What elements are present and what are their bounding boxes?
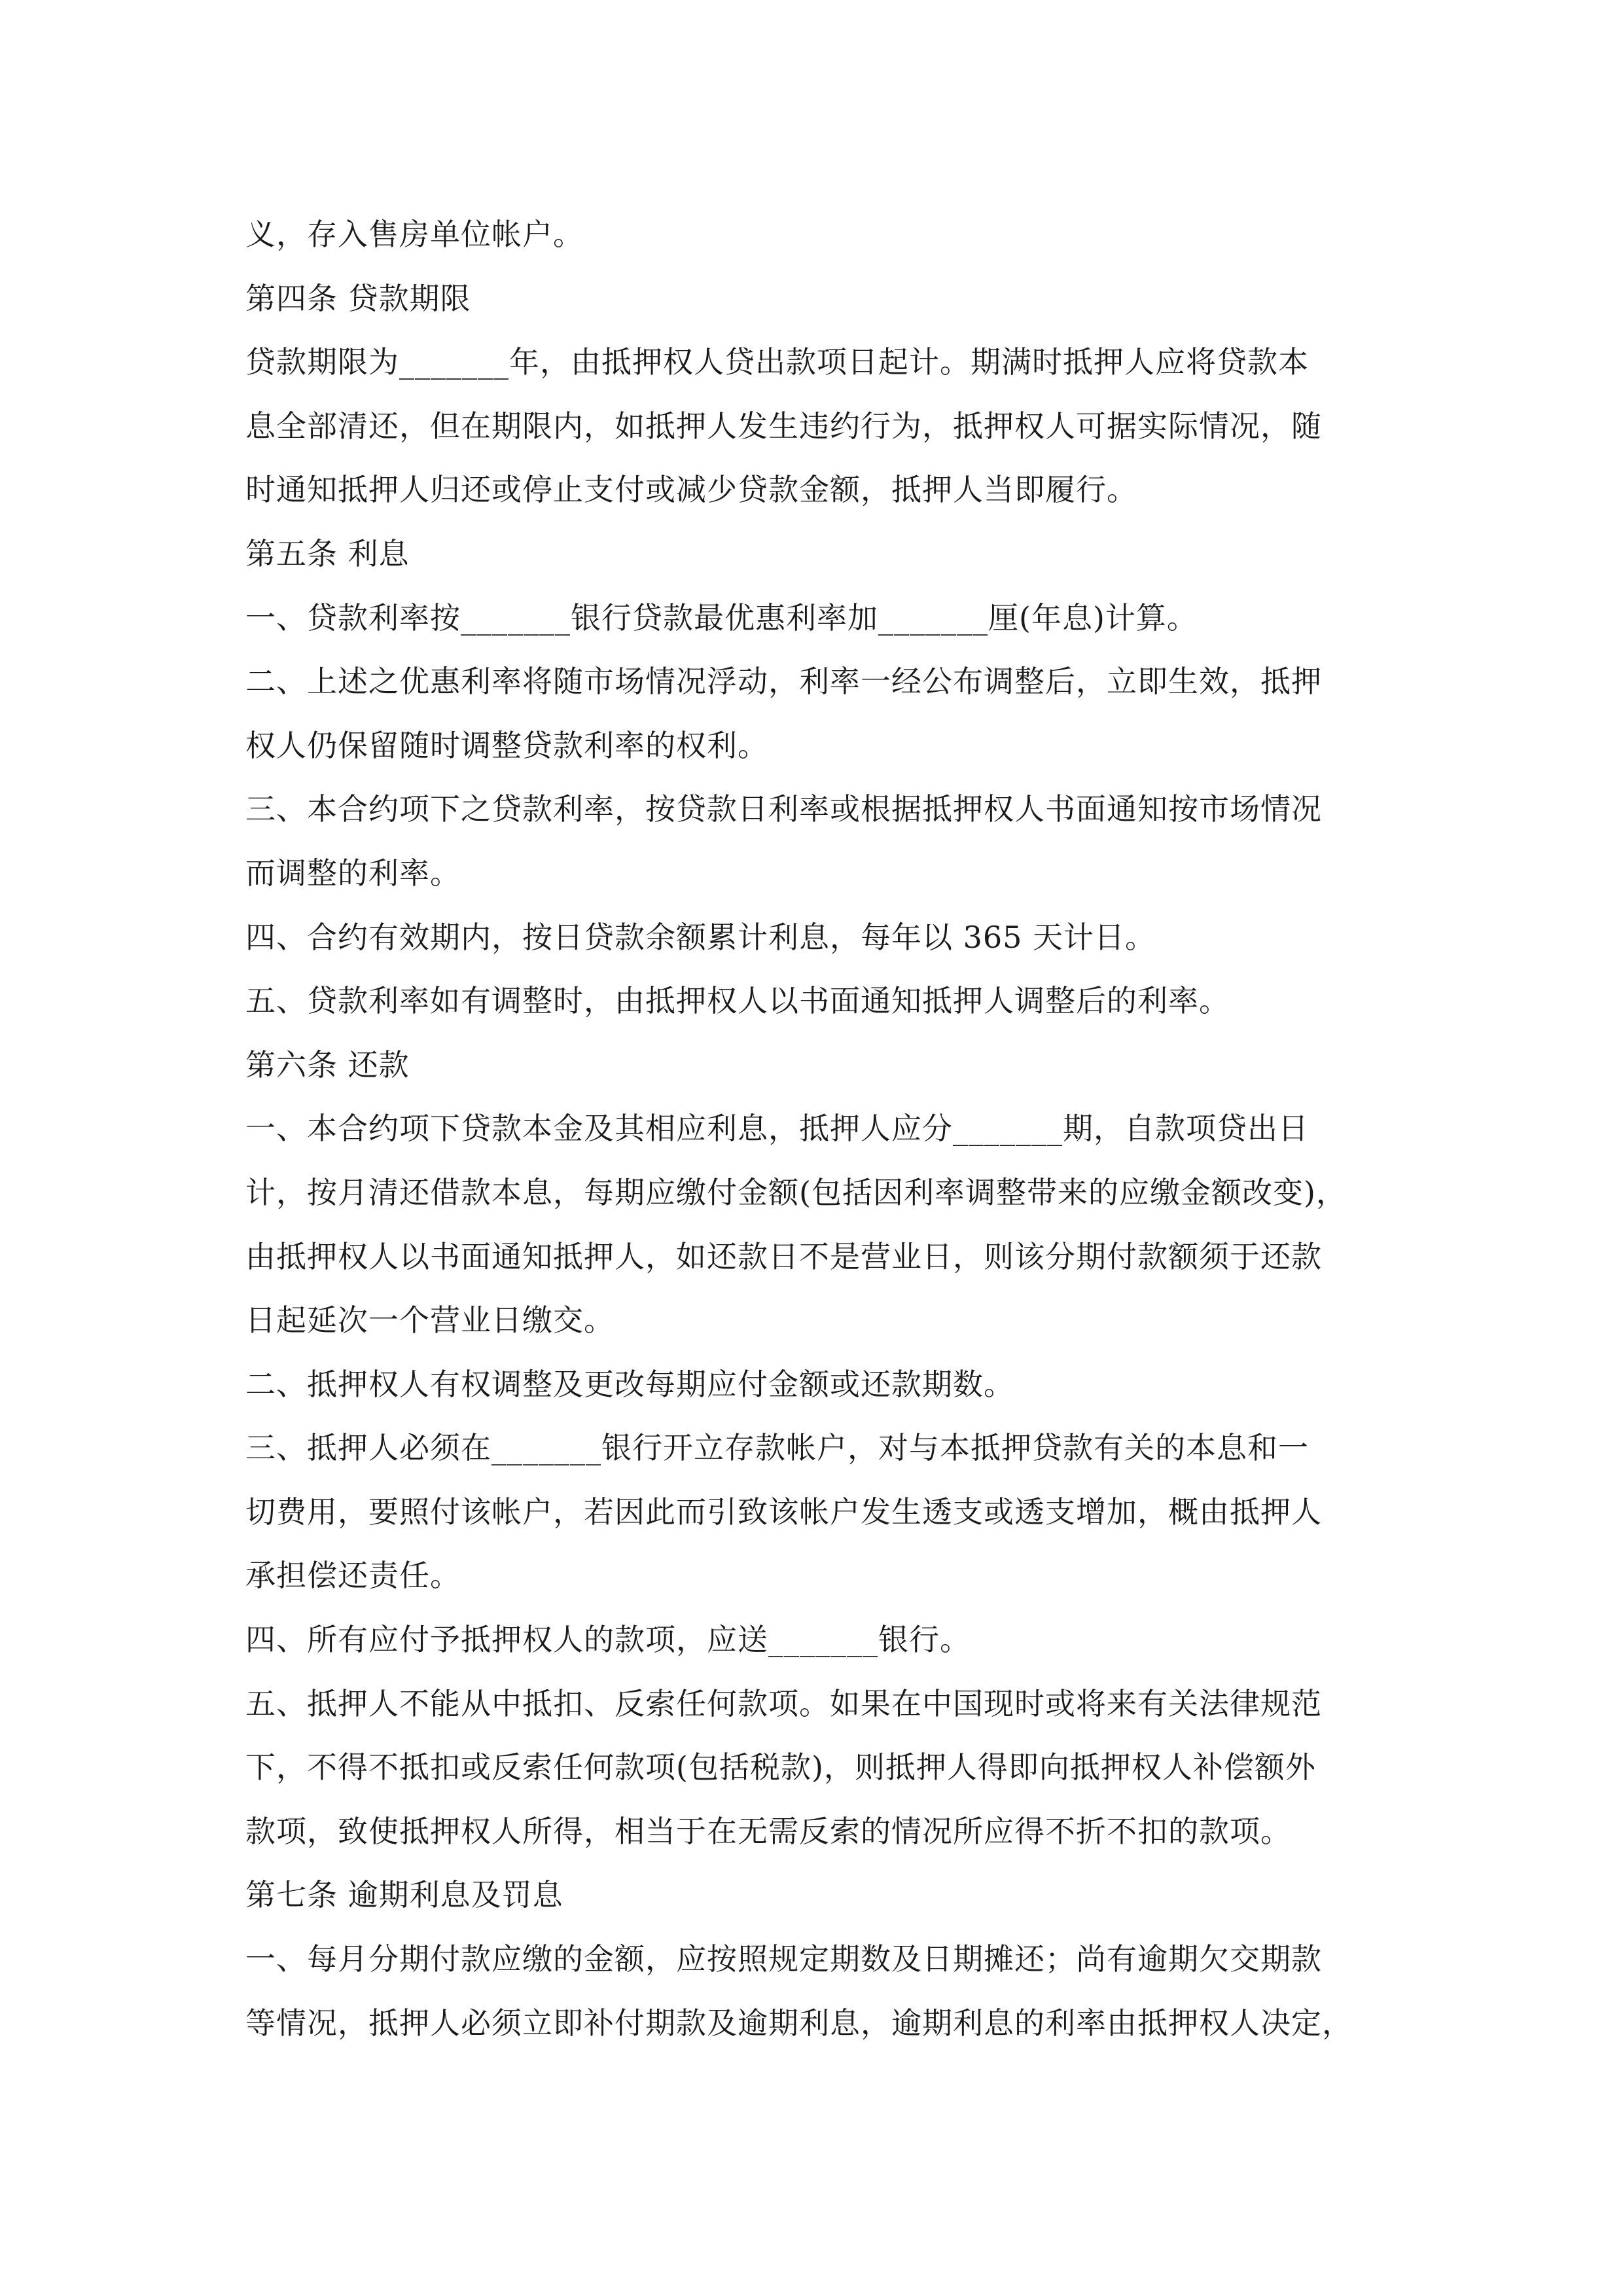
section-heading-article-7: 第七条 逾期利息及罚息	[245, 1877, 563, 1913]
text-line: 时通知抵押人归还或停止支付或减少贷款金额，抵押人当即履行。	[245, 472, 1137, 508]
text-line: 日起延次一个营业日缴交。	[245, 1302, 615, 1338]
text-line: 款项，致使抵押权人所得，相当于在无需反索的情况所应得不折不扣的款项。	[245, 1813, 1291, 1849]
text-line: 义，存入售房单位帐户。	[245, 217, 584, 252]
section-heading-article-6: 第六条 还款	[245, 1047, 410, 1083]
text-line: 计，按月清还借款本息，每期应缴付金额(包括因利率调整带来的应缴金额改变)，	[245, 1174, 1347, 1210]
text-line: 一、贷款利率按_______银行贷款最优惠利率加_______厘(年息)计算。	[245, 600, 1198, 636]
text-line: 下，不得不抵扣或反索任何款项(包括税款)，则抵押人得即向抵押权人补偿额外	[245, 1749, 1316, 1785]
text-line: 三、本合约项下之贷款利率，按贷款日利率或根据抵押权人书面通知按市场情况	[245, 791, 1322, 827]
text-line: 权人仍保留随时调整贷款利率的权利。	[245, 727, 768, 763]
contract-text	[245, 203, 1436, 2055]
text-line: 而调整的利率。	[245, 855, 461, 891]
text-line: 四、所有应付予抵押权人的款项，应送_______银行。	[245, 1622, 971, 1658]
text-line: 等情况，抵押人必须立即补付期款及逾期利息，逾期利息的利率由抵押权人决定，	[245, 2005, 1353, 2041]
section-heading-article-5: 第五条 利息	[245, 535, 410, 571]
text-line: 承担偿还责任。	[245, 1558, 461, 1594]
section-heading-article-4: 第四条 贷款期限	[245, 280, 471, 316]
text-line: 息全部清还，但在期限内，如抵押人发生违约行为，抵押权人可据实际情况，随	[245, 408, 1322, 444]
text-line: 二、上述之优惠利率将随市场情况浮动，利率一经公布调整后，立即生效，抵押	[245, 664, 1322, 700]
text-line: 贷款期限为_______年，由抵押权人贷出款项日起计。期满时抵押人应将贷款本	[245, 344, 1309, 380]
text-line: 三、抵押人必须在_______银行开立存款帐户，对与本抵押贷款有关的本息和一	[245, 1430, 1309, 1466]
text-line: 一、每月分期付款应缴的金额，应按照规定期数及日期摊还；尚有逾期欠交期款	[245, 1941, 1322, 1977]
text-line: 四、合约有效期内，按日贷款余额累计利息，每年以 365 天计日。	[245, 919, 1156, 955]
text-line: 二、抵押权人有权调整及更改每期应付金额或还款期数。	[245, 1366, 1014, 1402]
text-line: 切费用，要照付该帐户，若因此而引致该帐户发生透支或透支增加，概由抵押人	[245, 1494, 1322, 1530]
text-line: 由抵押权人以书面通知抵押人，如还款日不是营业日，则该分期付款额须于还款	[245, 1238, 1322, 1274]
text-line: 五、抵押人不能从中抵扣、反索任何款项。如果在中国现时或将来有关法律规范	[245, 1685, 1322, 1721]
text-line: 五、贷款利率如有调整时，由抵押权人以书面通知抵押人调整后的利率。	[245, 983, 1230, 1019]
text-line: 一、本合约项下贷款本金及其相应利息，抵押人应分_______期，自款项贷出日	[245, 1111, 1309, 1147]
